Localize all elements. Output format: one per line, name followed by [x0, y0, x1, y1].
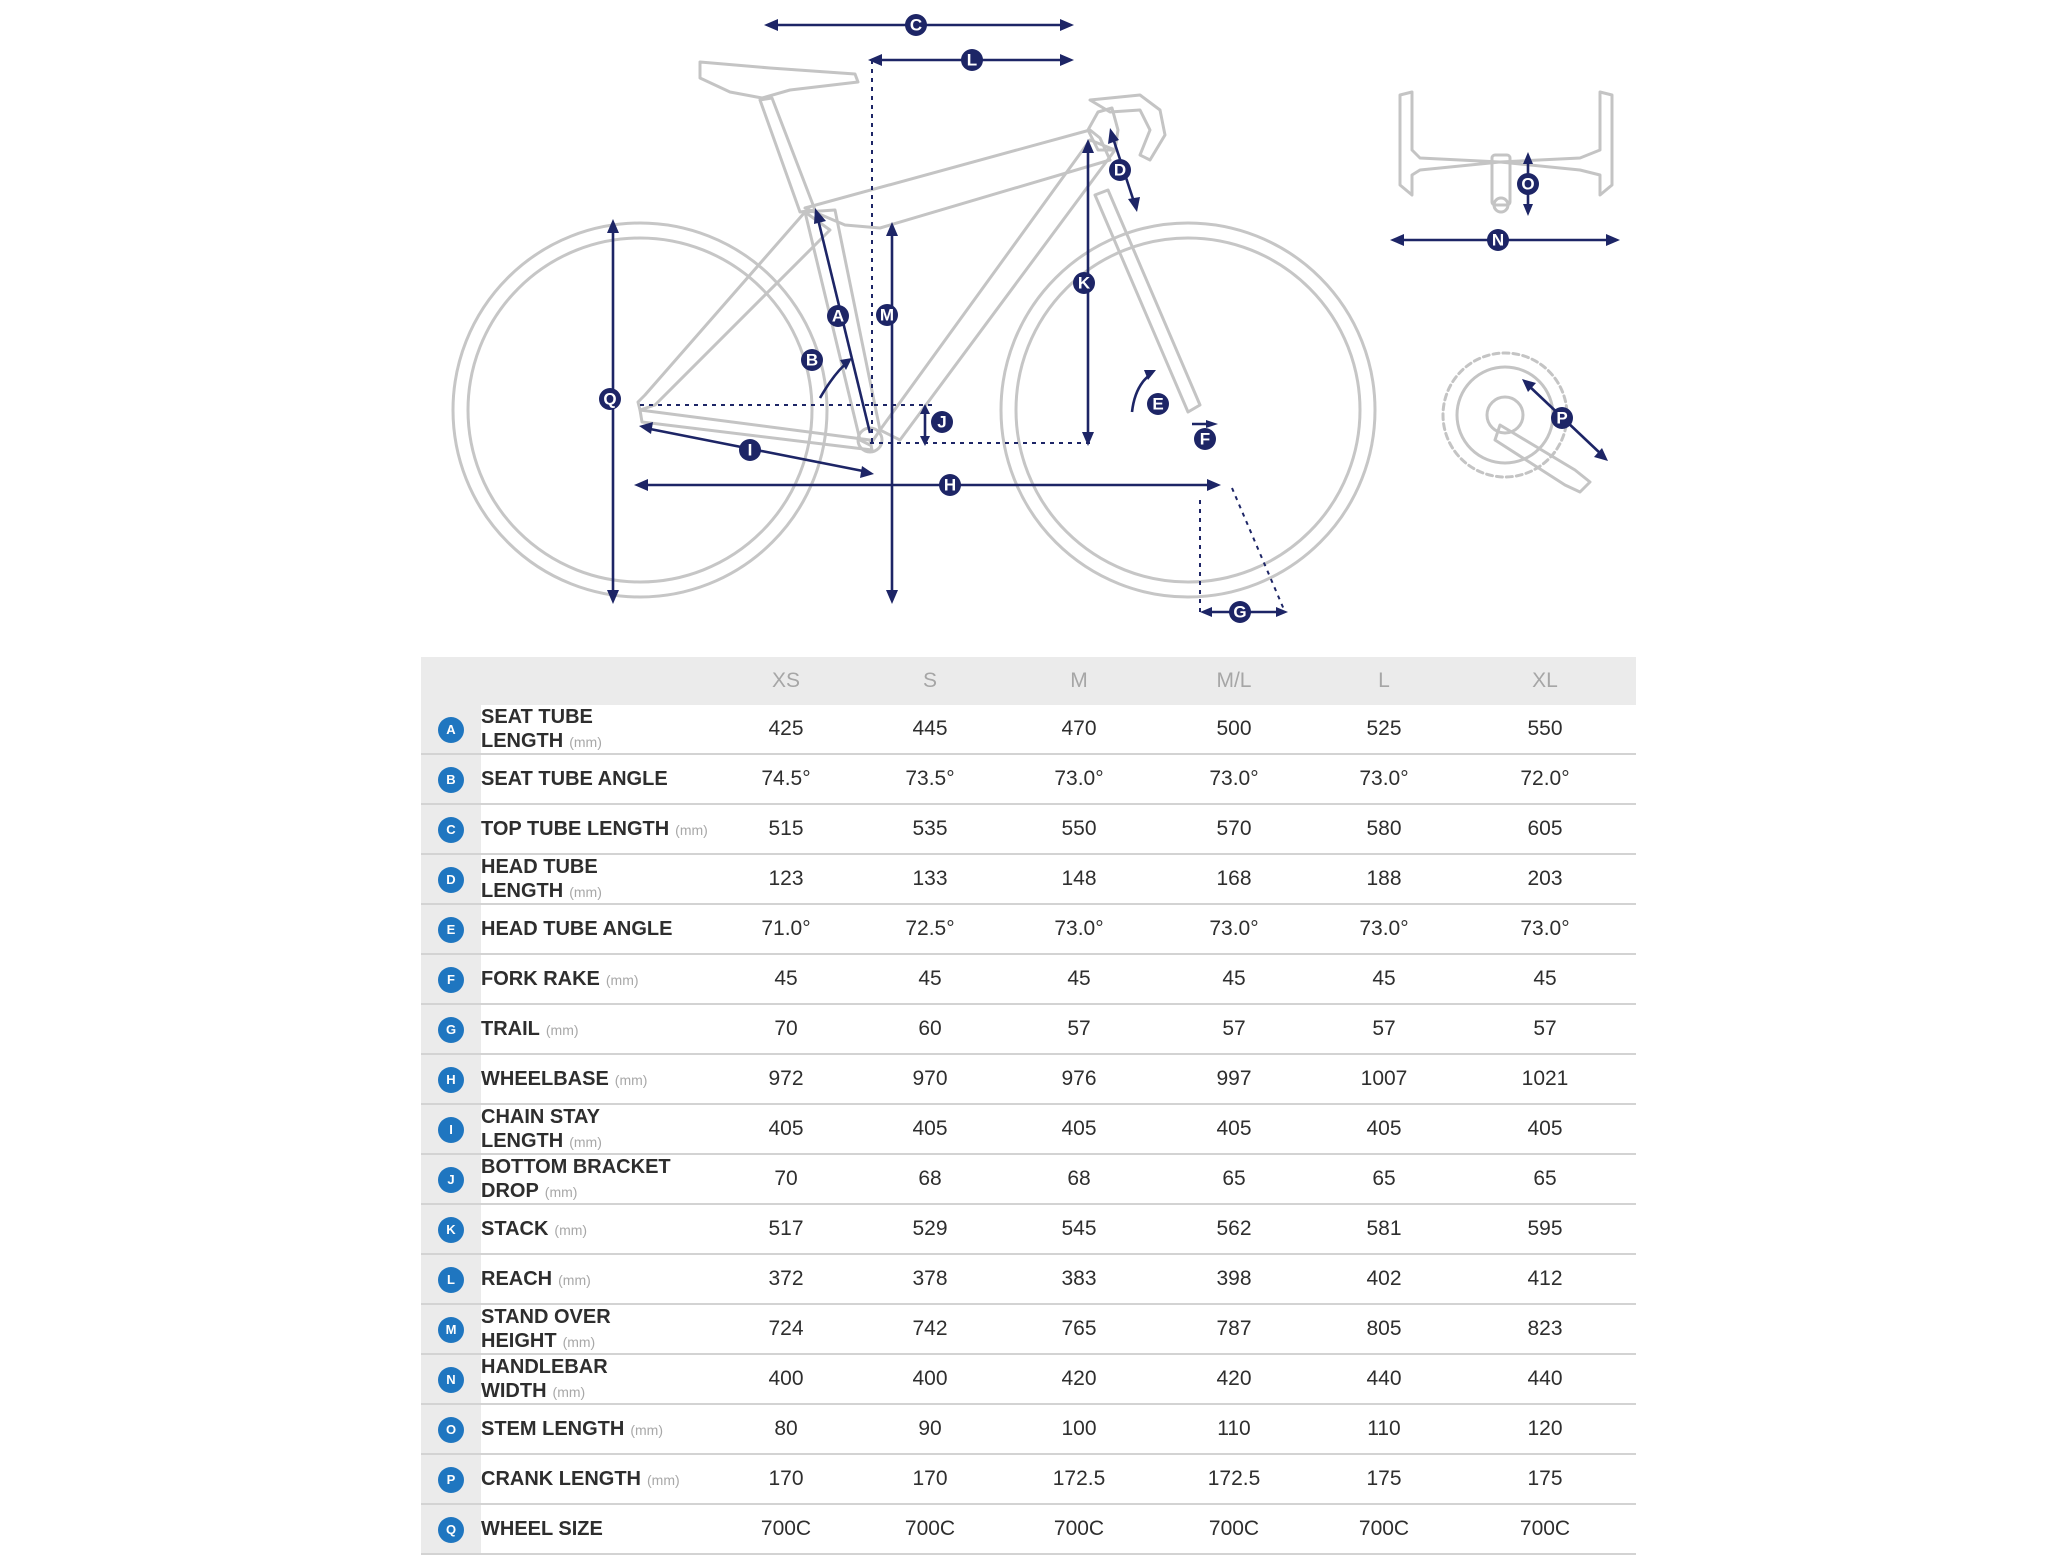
value-cell: 73.5°: [856, 754, 1004, 804]
parameter-cell: [481, 705, 716, 754]
value-cell: 997: [1154, 1054, 1314, 1104]
table-row: [421, 1404, 1636, 1454]
parameter-name: STACK: [481, 1218, 549, 1240]
value-cell: 398: [1154, 1254, 1314, 1304]
letter-badge: I: [438, 1117, 464, 1143]
letter-badge: O: [438, 1417, 464, 1443]
value-cell: 133: [856, 854, 1004, 904]
value-cell: 120: [1454, 1404, 1636, 1454]
value-cell: 372: [716, 1254, 856, 1304]
parameter-unit: (mm): [605, 972, 639, 988]
svg-text:E: E: [1152, 394, 1164, 414]
size-header: L: [1314, 657, 1454, 705]
parameter-name: WHEEL SIZE: [481, 1518, 603, 1540]
label-marker-q: [599, 388, 621, 410]
size-header: S: [856, 657, 1004, 705]
badge-cell: [421, 1504, 481, 1554]
letter-badge: Q: [438, 1517, 464, 1543]
value-cell: 787: [1154, 1304, 1314, 1354]
value-cell: 550: [1004, 804, 1154, 854]
svg-text:D: D: [1113, 160, 1127, 180]
value-cell: 405: [716, 1104, 856, 1154]
parameter-unit: (mm): [545, 1022, 579, 1038]
bike-drawing: [0, 0, 2048, 640]
parameter-unit: (mm): [569, 884, 602, 900]
value-cell: 500: [1154, 705, 1314, 754]
value-cell: 400: [856, 1354, 1004, 1404]
size-header: XL: [1454, 657, 1636, 705]
svg-text:P: P: [1556, 408, 1568, 428]
svg-text:I: I: [747, 440, 753, 460]
label-marker-j: [931, 411, 953, 433]
parameter-cell: [481, 904, 716, 954]
parameter-unit: (mm): [544, 1184, 578, 1200]
parameter-cell: [481, 854, 716, 904]
value-cell: 562: [1154, 1204, 1314, 1254]
parameter-name: HEAD TUBE LENGTH: [481, 856, 598, 902]
value-cell: 700C: [716, 1504, 856, 1554]
svg-text:H: H: [943, 475, 957, 495]
value-cell: 425: [716, 705, 856, 754]
value-cell: 378: [856, 1254, 1004, 1304]
value-cell: 57: [1154, 1004, 1314, 1054]
value-cell: 970: [856, 1054, 1004, 1104]
dimension-labels: [599, 14, 1573, 623]
table-row: [421, 1054, 1636, 1104]
value-cell: 148: [1004, 854, 1154, 904]
value-cell: 100: [1004, 1404, 1154, 1454]
value-cell: 405: [1454, 1104, 1636, 1154]
table-row: [421, 904, 1636, 954]
value-cell: 73.0°: [1314, 904, 1454, 954]
parameter-unit: (mm): [614, 1072, 648, 1088]
value-cell: 90: [856, 1404, 1004, 1454]
svg-text:G: G: [1233, 602, 1247, 622]
value-cell: 45: [1004, 954, 1154, 1004]
parameter-name: TRAIL: [481, 1018, 540, 1040]
value-cell: 605: [1454, 804, 1636, 854]
label-marker-h: [939, 474, 961, 496]
value-cell: 405: [856, 1104, 1004, 1154]
value-cell: 535: [856, 804, 1004, 854]
table-row: [421, 1504, 1636, 1554]
badge-cell: [421, 1254, 481, 1304]
badge-cell: [421, 1154, 481, 1204]
value-cell: 57: [1454, 1004, 1636, 1054]
value-cell: 515: [716, 804, 856, 854]
parameter-unit: (mm): [569, 1134, 602, 1150]
letter-badge: E: [438, 917, 464, 943]
value-cell: 570: [1154, 804, 1314, 854]
label-marker-o: [1517, 173, 1539, 195]
value-cell: 972: [716, 1054, 856, 1104]
value-cell: 595: [1454, 1204, 1636, 1254]
table-row: [421, 1354, 1636, 1404]
parameter-unit: (mm): [552, 1384, 586, 1400]
table-header-row: [421, 657, 1636, 705]
table-row: [421, 954, 1636, 1004]
size-header: XS: [716, 657, 856, 705]
value-cell: 412: [1454, 1254, 1636, 1304]
parameter-name: BOTTOM BRACKET DROP: [481, 1156, 671, 1202]
parameter-name: WHEELBASE: [481, 1068, 609, 1090]
value-cell: 545: [1004, 1204, 1154, 1254]
label-marker-b: [801, 349, 823, 371]
value-cell: 1021: [1454, 1054, 1636, 1104]
parameter-unit: (mm): [562, 1334, 596, 1350]
table-row: [421, 804, 1636, 854]
value-cell: 400: [716, 1354, 856, 1404]
parameter-cell: [481, 1304, 716, 1354]
value-cell: 470: [1004, 705, 1154, 754]
value-cell: 73.0°: [1154, 754, 1314, 804]
value-cell: 175: [1314, 1454, 1454, 1504]
value-cell: 73.0°: [1154, 904, 1314, 954]
size-header: M: [1004, 657, 1154, 705]
value-cell: 70: [716, 1004, 856, 1054]
value-cell: 110: [1154, 1404, 1314, 1454]
parameter-name: SEAT TUBE ANGLE: [481, 768, 668, 790]
value-cell: 170: [856, 1454, 1004, 1504]
label-marker-g: [1229, 601, 1251, 623]
letter-badge: P: [438, 1467, 464, 1493]
value-cell: 71.0°: [716, 904, 856, 954]
badge-cell: [421, 1304, 481, 1354]
label-marker-l: [961, 49, 983, 71]
table-row: [421, 754, 1636, 804]
geometry-table: [421, 657, 1636, 1555]
label-marker-k: [1073, 272, 1095, 294]
parameter-cell: [481, 1454, 716, 1504]
parameter-name: CHAIN STAY LENGTH: [481, 1106, 600, 1152]
value-cell: 823: [1454, 1304, 1636, 1354]
value-cell: 45: [1454, 954, 1636, 1004]
value-cell: 72.5°: [856, 904, 1004, 954]
value-cell: 700C: [1314, 1504, 1454, 1554]
value-cell: 45: [1154, 954, 1314, 1004]
badge-cell: [421, 904, 481, 954]
label-marker-c: [905, 14, 927, 36]
value-cell: 68: [856, 1154, 1004, 1204]
value-cell: 402: [1314, 1254, 1454, 1304]
label-marker-m: [876, 304, 898, 326]
table-row: [421, 1454, 1636, 1504]
value-cell: 57: [1314, 1004, 1454, 1054]
value-cell: 420: [1004, 1354, 1154, 1404]
value-cell: 123: [716, 854, 856, 904]
value-cell: 580: [1314, 804, 1454, 854]
parameter-cell: [481, 1254, 716, 1304]
value-cell: 405: [1314, 1104, 1454, 1154]
badge-cell: [421, 804, 481, 854]
letter-badge: F: [438, 967, 464, 993]
table-row: [421, 1104, 1636, 1154]
value-cell: 525: [1314, 705, 1454, 754]
badge-cell: [421, 1354, 481, 1404]
table-row: [421, 1204, 1636, 1254]
value-cell: 700C: [1454, 1504, 1636, 1554]
svg-text:Q: Q: [603, 389, 617, 409]
parameter-name: REACH: [481, 1268, 553, 1290]
bike-frame: [638, 62, 1200, 452]
svg-text:K: K: [1077, 273, 1091, 293]
label-marker-i: [739, 439, 761, 461]
value-cell: 70: [716, 1154, 856, 1204]
value-cell: 80: [716, 1404, 856, 1454]
letter-badge: D: [438, 867, 464, 893]
svg-text:N: N: [1491, 230, 1505, 250]
parameter-name: HEAD TUBE ANGLE: [481, 918, 673, 940]
svg-text:O: O: [1521, 174, 1535, 194]
label-marker-a: [827, 305, 849, 327]
table-row: [421, 1304, 1636, 1354]
value-cell: 700C: [1004, 1504, 1154, 1554]
letter-badge: N: [438, 1367, 464, 1393]
value-cell: 405: [1004, 1104, 1154, 1154]
value-cell: 742: [856, 1304, 1004, 1354]
size-header: M/L: [1154, 657, 1314, 705]
value-cell: 65: [1314, 1154, 1454, 1204]
value-cell: 765: [1004, 1304, 1154, 1354]
value-cell: 45: [1314, 954, 1454, 1004]
table-row: [421, 1154, 1636, 1204]
value-cell: 175: [1454, 1454, 1636, 1504]
table-row: [421, 854, 1636, 904]
value-cell: 700C: [856, 1504, 1004, 1554]
value-cell: 60: [856, 1004, 1004, 1054]
parameter-unit: (mm): [675, 822, 708, 838]
badge-cell: [421, 1204, 481, 1254]
parameter-cell: [481, 1404, 716, 1454]
parameter-name: STAND OVER HEIGHT: [481, 1306, 611, 1352]
parameter-cell: [481, 1204, 716, 1254]
svg-text:A: A: [831, 306, 845, 326]
value-cell: 74.5°: [716, 754, 856, 804]
svg-text:J: J: [937, 412, 947, 432]
value-cell: 420: [1154, 1354, 1314, 1404]
parameter-cell: [481, 804, 716, 854]
parameter-cell: [481, 1054, 716, 1104]
table-body: [421, 705, 1636, 1554]
parameter-unit: (mm): [558, 1272, 591, 1288]
handlebar-top-view: [1400, 92, 1612, 212]
label-marker-e: [1147, 393, 1169, 415]
letter-badge: B: [438, 767, 464, 793]
parameter-name: CRANK LENGTH: [481, 1468, 641, 1490]
value-cell: 170: [716, 1454, 856, 1504]
parameter-unit: (mm): [630, 1422, 663, 1438]
value-cell: 172.5: [1004, 1454, 1154, 1504]
parameter-unit: (mm): [554, 1222, 588, 1238]
parameter-cell: [481, 1354, 716, 1404]
value-cell: 110: [1314, 1404, 1454, 1454]
value-cell: 440: [1314, 1354, 1454, 1404]
value-cell: 65: [1454, 1154, 1636, 1204]
label-marker-n: [1487, 229, 1509, 251]
badge-cell: [421, 754, 481, 804]
header-badge-col: [421, 657, 481, 705]
table-row: [421, 1254, 1636, 1304]
letter-badge: C: [438, 817, 464, 843]
badge-cell: [421, 1404, 481, 1454]
badge-cell: [421, 1054, 481, 1104]
value-cell: 383: [1004, 1254, 1154, 1304]
value-cell: 724: [716, 1304, 856, 1354]
badge-cell: [421, 954, 481, 1004]
value-cell: 73.0°: [1314, 754, 1454, 804]
label-marker-d: [1109, 159, 1131, 181]
parameter-cell: [481, 954, 716, 1004]
value-cell: 440: [1454, 1354, 1636, 1404]
value-cell: 203: [1454, 854, 1636, 904]
parameter-name: HANDLEBAR WIDTH: [481, 1356, 608, 1402]
label-marker-f: [1194, 428, 1216, 450]
parameter-name: STEM LENGTH: [481, 1418, 625, 1440]
value-cell: 45: [856, 954, 1004, 1004]
svg-text:B: B: [805, 350, 819, 370]
badge-cell: [421, 1104, 481, 1154]
value-cell: 529: [856, 1204, 1004, 1254]
parameter-unit: (mm): [647, 1472, 680, 1488]
value-cell: 65: [1154, 1154, 1314, 1204]
badge-cell: [421, 1454, 481, 1504]
badge-cell: [421, 1004, 481, 1054]
badge-cell: [421, 705, 481, 754]
letter-badge: K: [438, 1217, 464, 1243]
letter-badge: J: [438, 1167, 464, 1193]
value-cell: 73.0°: [1004, 904, 1154, 954]
value-cell: 57: [1004, 1004, 1154, 1054]
value-cell: 700C: [1154, 1504, 1314, 1554]
parameter-cell: [481, 754, 716, 804]
value-cell: 73.0°: [1454, 904, 1636, 954]
parameter-cell: [481, 1504, 716, 1554]
parameter-unit: (mm): [569, 734, 602, 750]
parameter-cell: [481, 1104, 716, 1154]
parameter-name: TOP TUBE LENGTH: [481, 818, 670, 840]
badge-cell: [421, 854, 481, 904]
svg-text:F: F: [1199, 429, 1211, 449]
value-cell: 172.5: [1154, 1454, 1314, 1504]
svg-text:M: M: [879, 305, 895, 325]
svg-text:C: C: [909, 15, 923, 35]
value-cell: 1007: [1314, 1054, 1454, 1104]
value-cell: 45: [716, 954, 856, 1004]
value-cell: 405: [1154, 1104, 1314, 1154]
parameter-cell: [481, 1154, 716, 1204]
letter-badge: L: [438, 1267, 464, 1293]
letter-badge: M: [438, 1317, 464, 1343]
value-cell: 517: [716, 1204, 856, 1254]
parameter-name: FORK RAKE: [481, 968, 600, 990]
parameter-name: SEAT TUBE LENGTH: [481, 706, 593, 752]
value-cell: 445: [856, 705, 1004, 754]
parameter-cell: [481, 1004, 716, 1054]
value-cell: 805: [1314, 1304, 1454, 1354]
letter-badge: G: [438, 1017, 464, 1043]
value-cell: 68: [1004, 1154, 1154, 1204]
label-marker-p: [1551, 407, 1573, 429]
table-row: [421, 705, 1636, 754]
table-row: [421, 1004, 1636, 1054]
value-cell: 581: [1314, 1204, 1454, 1254]
header-name-col: [481, 657, 716, 705]
value-cell: 168: [1154, 854, 1314, 904]
letter-badge: A: [438, 717, 464, 743]
svg-text:L: L: [966, 50, 978, 70]
value-cell: 976: [1004, 1054, 1154, 1104]
letter-badge: H: [438, 1067, 464, 1093]
value-cell: 72.0°: [1454, 754, 1636, 804]
bike-geometry-diagram: [0, 0, 2048, 640]
value-cell: 550: [1454, 705, 1636, 754]
value-cell: 73.0°: [1004, 754, 1154, 804]
value-cell: 188: [1314, 854, 1454, 904]
